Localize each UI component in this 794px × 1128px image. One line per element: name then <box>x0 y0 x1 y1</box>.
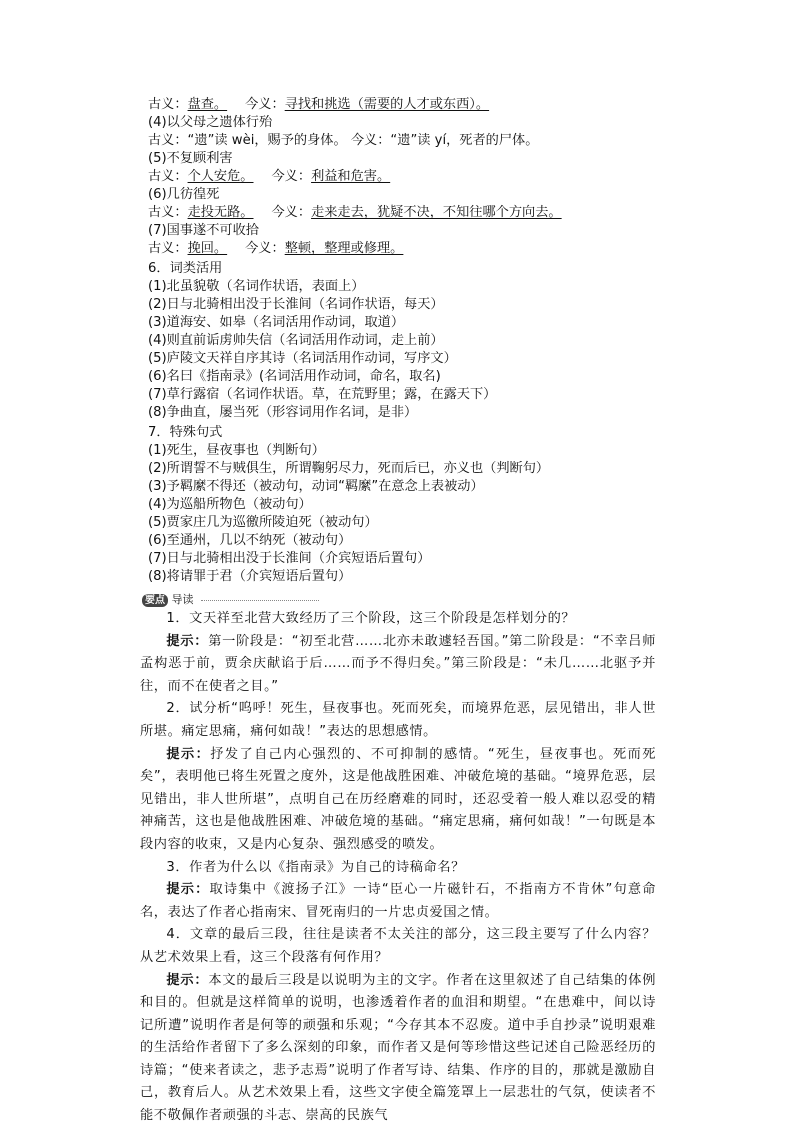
qa-block <box>140 608 656 1128</box>
item-line: (4)以父母之遗体行殆 <box>148 115 273 130</box>
guide-title: 导读 <box>171 593 194 606</box>
item-line: (4)则直前诟虏帅失信（名词活用作动词，走上前） <box>148 333 444 348</box>
question-1: 1．文天祥至北营大致经历了三个阶段，这三个阶段是怎样划分的？ <box>166 611 576 626</box>
item-line: (4)为巡船所物色（被动句） <box>148 497 312 512</box>
item-line: (5)不复顾利害 <box>148 151 233 166</box>
hint-label: 提示： <box>166 972 209 988</box>
item-line: (1)死生，昼夜事也（判断句） <box>148 443 325 458</box>
hint-label: 提示： <box>166 882 210 898</box>
jin-label: 今义： <box>271 205 312 220</box>
jin-meaning: 利益和危害。 <box>311 169 391 184</box>
dotted-rule <box>201 600 319 601</box>
key-points-badge: 要点 <box>142 594 168 607</box>
answer-text: 取诗集中《渡扬子江》一诗“臣心一片磁针石，不指南方不肯休”句意命名，表达了作者心指南宋、冒死南归的一片忠贞爱国之情。 <box>140 882 656 920</box>
item-line: (5)贾家庄几为巡徼所陵迫死（被动句） <box>148 515 378 530</box>
meaning-line-1 <box>148 96 489 114</box>
jin-meaning: 走来走去，犹疑不决，不知往哪个方向去。 <box>311 205 562 220</box>
guide-section-header <box>142 591 319 607</box>
item-line: (2)日与北骑相出没于长淮间（名词作状语，每天） <box>148 297 444 312</box>
answer-3 <box>140 879 656 924</box>
answer-4 <box>140 970 656 1128</box>
question-3: 3．作者为什么以《指南录》为自己的诗稿命名？ <box>166 859 465 875</box>
gu-meaning: 个人安危。 <box>187 169 254 184</box>
gu-meaning: 盘查。 <box>187 97 228 112</box>
item-line: 古义：“遗”读 wèi，赐予的身体。 今义：“遗”读 yí，死者的尸体。 <box>148 133 539 148</box>
gu-label: 古义： <box>148 205 188 220</box>
item-line: (3)道海安、如皋（名词活用作动词，取道） <box>148 315 405 330</box>
item-line: (6)名曰《指南录》(名词活用作动词，命名，取名) <box>148 369 441 384</box>
question-2: 2．试分析“呜呼！死生，昼夜事也。死而死矣，而境界危恶，层见错出，非人世所堪。痛定思痛，痛何如哉！”表达的思想感情。 <box>140 701 656 739</box>
jin-meaning: 整顿，整理或修理。 <box>284 241 404 256</box>
item-line: (3)予羁縻不得还（被动句，动词“羁縻”在意念上表被动） <box>148 479 484 494</box>
meaning-line-5 <box>148 168 390 186</box>
jin-label: 今义： <box>245 97 285 112</box>
hint-label: 提示： <box>166 633 209 649</box>
item-line: (1)北虽貌敬（名词作状语，表面上） <box>148 279 365 294</box>
jin-label: 今义： <box>271 169 312 184</box>
gu-meaning: 挽回。 <box>187 241 228 256</box>
jin-label: 今义： <box>245 241 285 256</box>
section-heading-7: 7．特殊句式 <box>148 425 223 440</box>
item-line: (7)日与北骑相出没于长淮间（介宾短语后置句） <box>148 551 431 566</box>
meaning-line-7 <box>148 240 403 258</box>
item-line: (7)草行露宿（名词作状语。草，在荒野里；露，在露天下） <box>148 387 497 402</box>
question-4: 4．文章的最后三段，往往是读者不太关注的部分，这三段主要写了什么内容？从艺术效果上看，这三个段落有何作用？ <box>140 927 656 965</box>
gu-meaning: 走投无路。 <box>187 205 254 220</box>
jin-meaning: 寻找和挑选（需要的人才或东西）。 <box>284 97 490 112</box>
answer-1 <box>140 631 656 699</box>
item-line: (8)将请罪于君（介宾短语后置句） <box>148 569 352 584</box>
section-heading-6: 6．词类活用 <box>148 261 223 276</box>
answer-text: 本文的最后三段是以说明为主的文字。作者在这里叙述了自己结集的体例和目的。但就是这样简单的说明，也渗透着作者的血泪和期望。“在患难中，间以诗记所遭”说明作者是何等的顽强和乐观；“今存其本不忍废。道中手自抄录”说明艰难的生活给作者留下了多么深刻的印象，而作者又是何等珍惜这些记述自己险恶经历的诗篇；“使来者读之，悲予志焉”说明了作者写诗、结集、作序的目的，那就是激励自己，教育后人。从艺术效果上看，这些文字使全篇笼罩上一层悲壮的气氛，使读者不能不敬佩作者顽强的斗志、崇高的民族气 <box>140 972 656 1124</box>
gu-label: 古义： <box>148 97 188 112</box>
item-line: (6)至通州，几以不纳死（被动句） <box>148 533 352 548</box>
item-line: (6)几彷徨死 <box>148 187 220 202</box>
item-line: (5)庐陵文天祥自序其诗（名词活用作动词，写序文） <box>148 351 457 366</box>
answer-2 <box>140 744 656 857</box>
answer-text: 抒发了自己内心强烈的、不可抑制的感情。“死生，昼夜事也。死而死矣”，表明他已将生死置之度外，这是他战胜困难、冲破危境的基础。“境界危恶，层见错出，非人世所堪”，点明自己在历经磨难的同时，还忍受着一般人难以忍受的精神痛苦，这也是他战胜困难、冲破危境的基础。“痛定思痛，痛何如哉！”一句既是本段内容的收束，又是内心复杂、强烈感受的喷发。 <box>140 746 656 852</box>
item-line: (7)国事遂不可收拾 <box>148 223 259 238</box>
item-line: (2)所谓誓不与贼俱生，所谓鞠躬尽力，死而后已，亦义也（判断句） <box>148 461 550 476</box>
meaning-line-6 <box>148 204 562 222</box>
item-line: (8)争曲直，屡当死（形容词用作名词，是非） <box>148 405 418 420</box>
answer-text: 第一阶段是：“初至北营……北亦未敢遽轻吾国。”第二阶段是：“不幸吕师孟构恶于前，贾余庆献谄于后……而予不得归矣。”第三阶段是：“未几……北驱予并往，而不在使者之目。” <box>140 633 656 694</box>
gu-label: 古义： <box>148 241 188 256</box>
gu-label: 古义： <box>148 169 188 184</box>
hint-label: 提示： <box>166 746 211 762</box>
